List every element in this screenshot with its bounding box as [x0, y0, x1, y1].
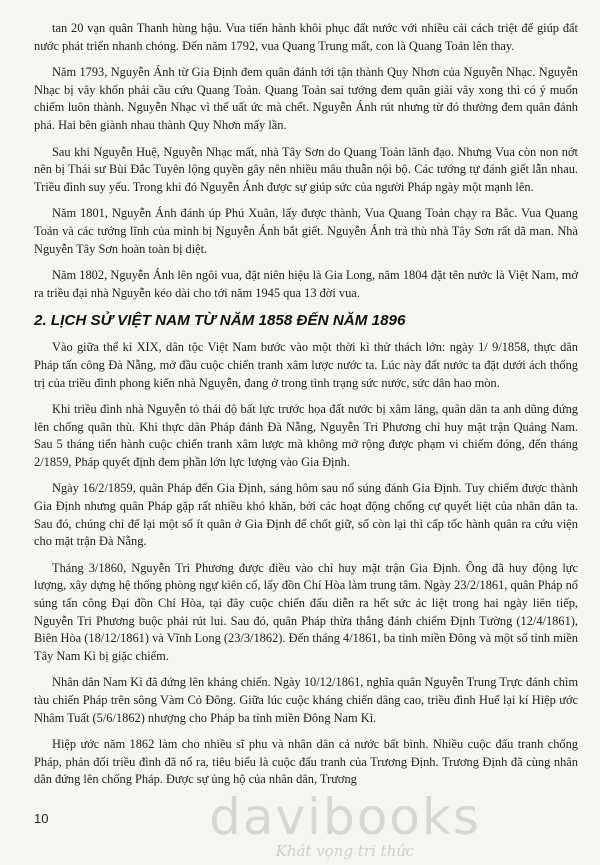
- watermark-tagline: Khát vọng tri thức: [275, 842, 415, 860]
- paragraph-11: Hiệp ước năm 1862 làm cho nhiều sĩ phu và nhân dân cả nước bất bình. Nhiều cuộc đấu tranh chống Pháp, phản đối triều đình đã nổ ra, tiêu biểu là cuộc đấu tranh của Trương Định. Trương Định đã cùng nhân dân đứng lên chống Pháp. Được sự ủng hộ của nhân dân, Trương: [34, 737, 578, 787]
- paragraph-10: Nhân dân Nam Kì đã đứng lên kháng chiến. Ngày 10/12/1861, nghĩa quân Nguyễn Trung Trực đánh chìm tàu chiến Pháp trên sông Vàm Cỏ Đông. Giữa lúc cuộc kháng chiến dâng cao, triều đình Huế lại kí Hiệp ước Nhâm Tuất (5/6/1862) nhượng cho Pháp ba tỉnh miền Đông Nam Kì.: [34, 675, 578, 725]
- paragraph-9: Tháng 3/1860, Nguyễn Tri Phương được điều vào chỉ huy mặt trận Gia Định. Ông đã huy động lực lượng, xây dựng hệ thống phòng ngự kiên cố, lấy đồn Chí Hòa làm trung tâm. Ngày 23/2/1861, quân Pháp nổ súng tấn công Đại đồn Chí Hòa, tại đây cuộc chiến đấu diễn ra hết sức ác liệt trong hai ngày liên tiếp, Nguyễn Tri Phương buộc phải rút lui. Sau đó, quân Pháp thừa thắng đánh chiếm Định Tường (12/4/1861), Biên Hòa (18/12/1861) và Vĩnh Long (23/3/1862). Đến tháng 4/1861, ba tỉnh miền Đông và một số tỉnh miền Tây Nam Kì bị giặc chiếm.: [34, 560, 578, 663]
- page-number: 10: [34, 811, 49, 826]
- paragraph-6: Vào giữa thế kỉ XIX, dân tộc Việt Nam bước vào một thời kì thử thách lớn: ngày 1/ 9/1858, thực dân Pháp tấn công Đà Nẵng, mở đầu cuộc chiến tranh xâm lược nước ta. Lúc này đất nước ta đặt dưới ách thống trị của triều đình phong kiến nhà Nguyễn, đang ở trong tình trạng sức nước, sức dân hao mòn.: [34, 340, 578, 390]
- paragraph-1: tan 20 vạn quân Thanh hùng hậu. Vua tiến hành khôi phục đất nước với nhiều cải cách triệt để giúp đất nước phát triển nhanh chóng. Đến năm 1792, vua Quang Trung mất, con là Quang Toản lên thay.: [34, 21, 578, 53]
- paragraph-4: Năm 1801, Nguyễn Ánh đánh úp Phú Xuân, lấy được thành, Vua Quang Toản chạy ra Bắc. Vua Quang Toản và các tướng lĩnh của mình bị Nguyễn Ánh bắt giết. Nguyễn Ánh trả thù nhà Tây Sơn rất dã man. Nhà Nguyễn Tây Sơn hoàn toàn bị diệt.: [34, 206, 578, 256]
- paragraph-2: Năm 1793, Nguyễn Ánh từ Gia Định đem quân đánh tới tận thành Quy Nhơn của Nguyễn Nhạc. Nguyễn Nhạc bị vây khốn phải cầu cứu Quang Toản. Quang Toản sai tướng đem quân giải vây xong thì có ý muốn chiếm luôn thành. Nguyễn Nhạc vì thế uất ức mà chết. Nguyễn Ánh rút nhưng từ đó thường đem quân đánh phá. Hai bên giành nhau thành Quy Nhơn mấy lần.: [34, 65, 578, 132]
- paragraph-5: Năm 1802, Nguyễn Ánh lên ngôi vua, đặt niên hiệu là Gia Long, năm 1804 đặt tên nước là Việt Nam, mở ra triều đại nhà Nguyễn kéo dài cho tới năm 1945 qua 13 đời vua.: [34, 268, 578, 300]
- section-heading: 2. LỊCH SỬ VIỆT NAM TỪ NĂM 1858 ĐẾN NĂM 1896: [34, 312, 406, 330]
- watermark-logo: davibooks: [209, 788, 481, 846]
- paragraph-3: Sau khi Nguyễn Huệ, Nguyễn Nhạc mất, nhà Tây Sơn do Quang Toản lãnh đạo. Nhưng Vua còn non nớt nên bị Thái sư Bùi Đắc Tuyên lộng quyền gây nên nhiều mâu thuẫn nội bộ. Các tướng tự đánh giết lẫn nhau. Triều đình suy yếu. Trong khi đó Nguyễn Ánh được sự giúp sức của người Pháp ngày một mạnh lên.: [34, 144, 578, 194]
- paragraph-8: Ngày 16/2/1859, quân Pháp đến Gia Định, sáng hôm sau nổ súng đánh Gia Định. Tuy chiếm được thành Gia Định nhưng quân Pháp gặp rất nhiều khó khăn, bởi các hoạt động chống cự quyết liệt của nhân dân ta. Sau đó, chúng chỉ để lại một số ít quân ở Gia Định để chốt giữ, số còn lại thì cấp tốc hành quân ra cứu viện cho mặt trận Đà Nẵng.: [34, 481, 578, 549]
- page-body: [34, 20, 578, 798]
- paragraph-7: Khi triều đình nhà Nguyễn tỏ thái độ bất lực trước họa đất nước bị xâm lăng, quân dân ta anh dũng đứng lên chống quân thù. Khi thực dân Pháp đánh Đà Nẵng, Nguyễn Tri Phương chỉ huy mặt trận Quảng Nam. Sau 5 tháng tiến hành cuộc chiến tranh xâm lược mà không mở rộng được phạm vi chiếm đóng, đến tháng 2/1859, Pháp quyết định đem phần lớn lực lượng vào Gia Định.: [34, 402, 578, 469]
